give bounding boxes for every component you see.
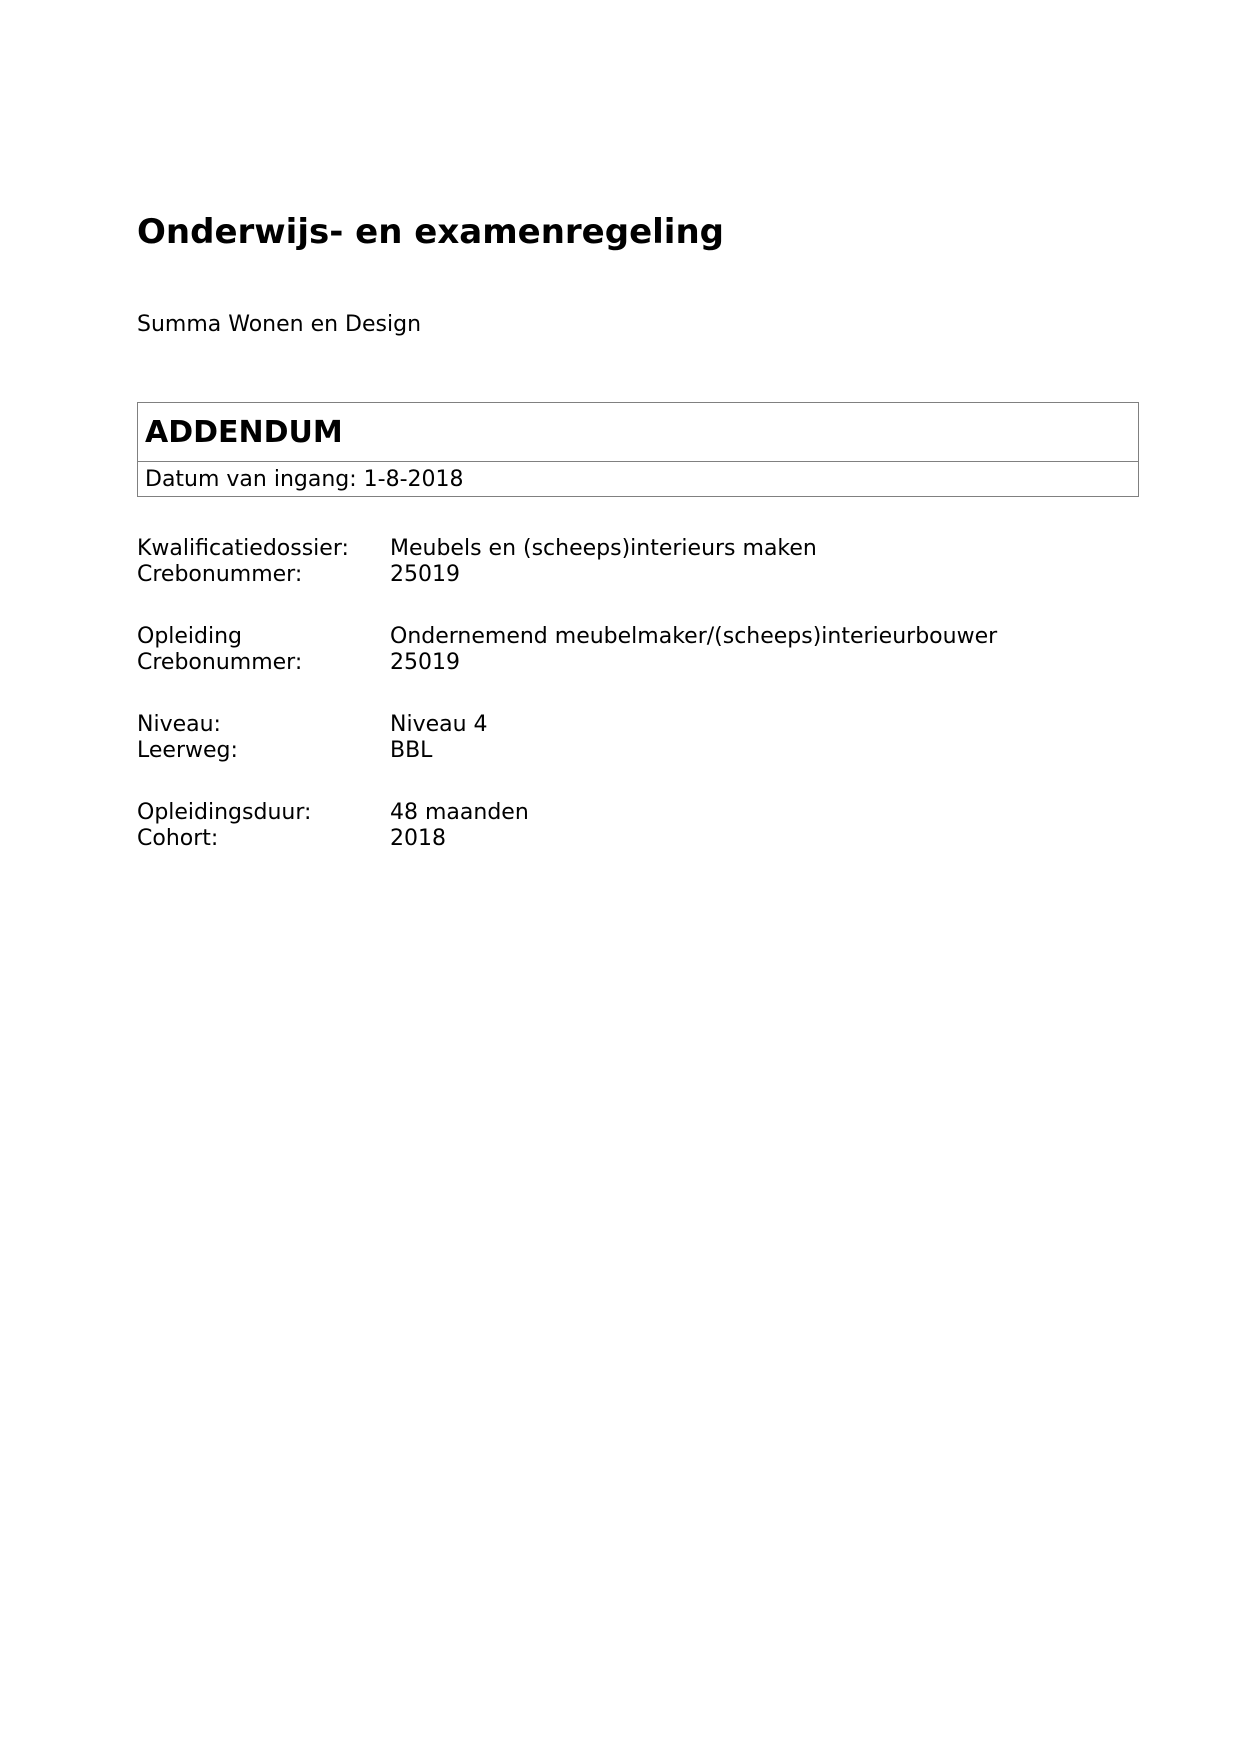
details-list (137, 536, 1140, 888)
detail-value: 2018 (390, 826, 446, 851)
detail-label: Niveau: (137, 712, 221, 737)
detail-label: Leerweg: (137, 738, 238, 763)
detail-row (137, 738, 1140, 764)
document-title: Onderwijs- en examenregeling (137, 212, 724, 252)
detail-row (137, 712, 1140, 738)
detail-label: Opleidingsduur: (137, 800, 312, 825)
detail-group (137, 712, 1140, 764)
detail-value: Meubels en (scheeps)interieurs maken (390, 536, 817, 561)
detail-group (137, 800, 1140, 852)
addendum-date: Datum van ingang: 1-8-2018 (145, 466, 464, 492)
detail-label: Crebonummer: (137, 562, 303, 587)
detail-value: Ondernemend meubelmaker/(scheeps)interieurbouwer (390, 624, 998, 649)
detail-row (137, 826, 1140, 852)
detail-value: Niveau 4 (390, 712, 488, 737)
detail-value: BBL (390, 738, 433, 763)
detail-row (137, 624, 1140, 650)
detail-group (137, 624, 1140, 676)
document-subtitle: Summa Wonen en Design (137, 312, 422, 337)
detail-label: Kwalificatiedossier: (137, 536, 349, 561)
detail-row (137, 650, 1140, 676)
detail-value: 48 maanden (390, 800, 529, 825)
detail-group (137, 536, 1140, 588)
detail-row (137, 562, 1140, 588)
detail-value: 25019 (390, 562, 460, 587)
detail-label: Crebonummer: (137, 650, 303, 675)
detail-row (137, 800, 1140, 826)
detail-value: 25019 (390, 650, 460, 675)
addendum-heading: ADDENDUM (138, 403, 1138, 462)
detail-label: Cohort: (137, 826, 219, 851)
addendum-box (137, 402, 1139, 497)
detail-label: Opleiding (137, 624, 243, 649)
detail-row (137, 536, 1140, 562)
